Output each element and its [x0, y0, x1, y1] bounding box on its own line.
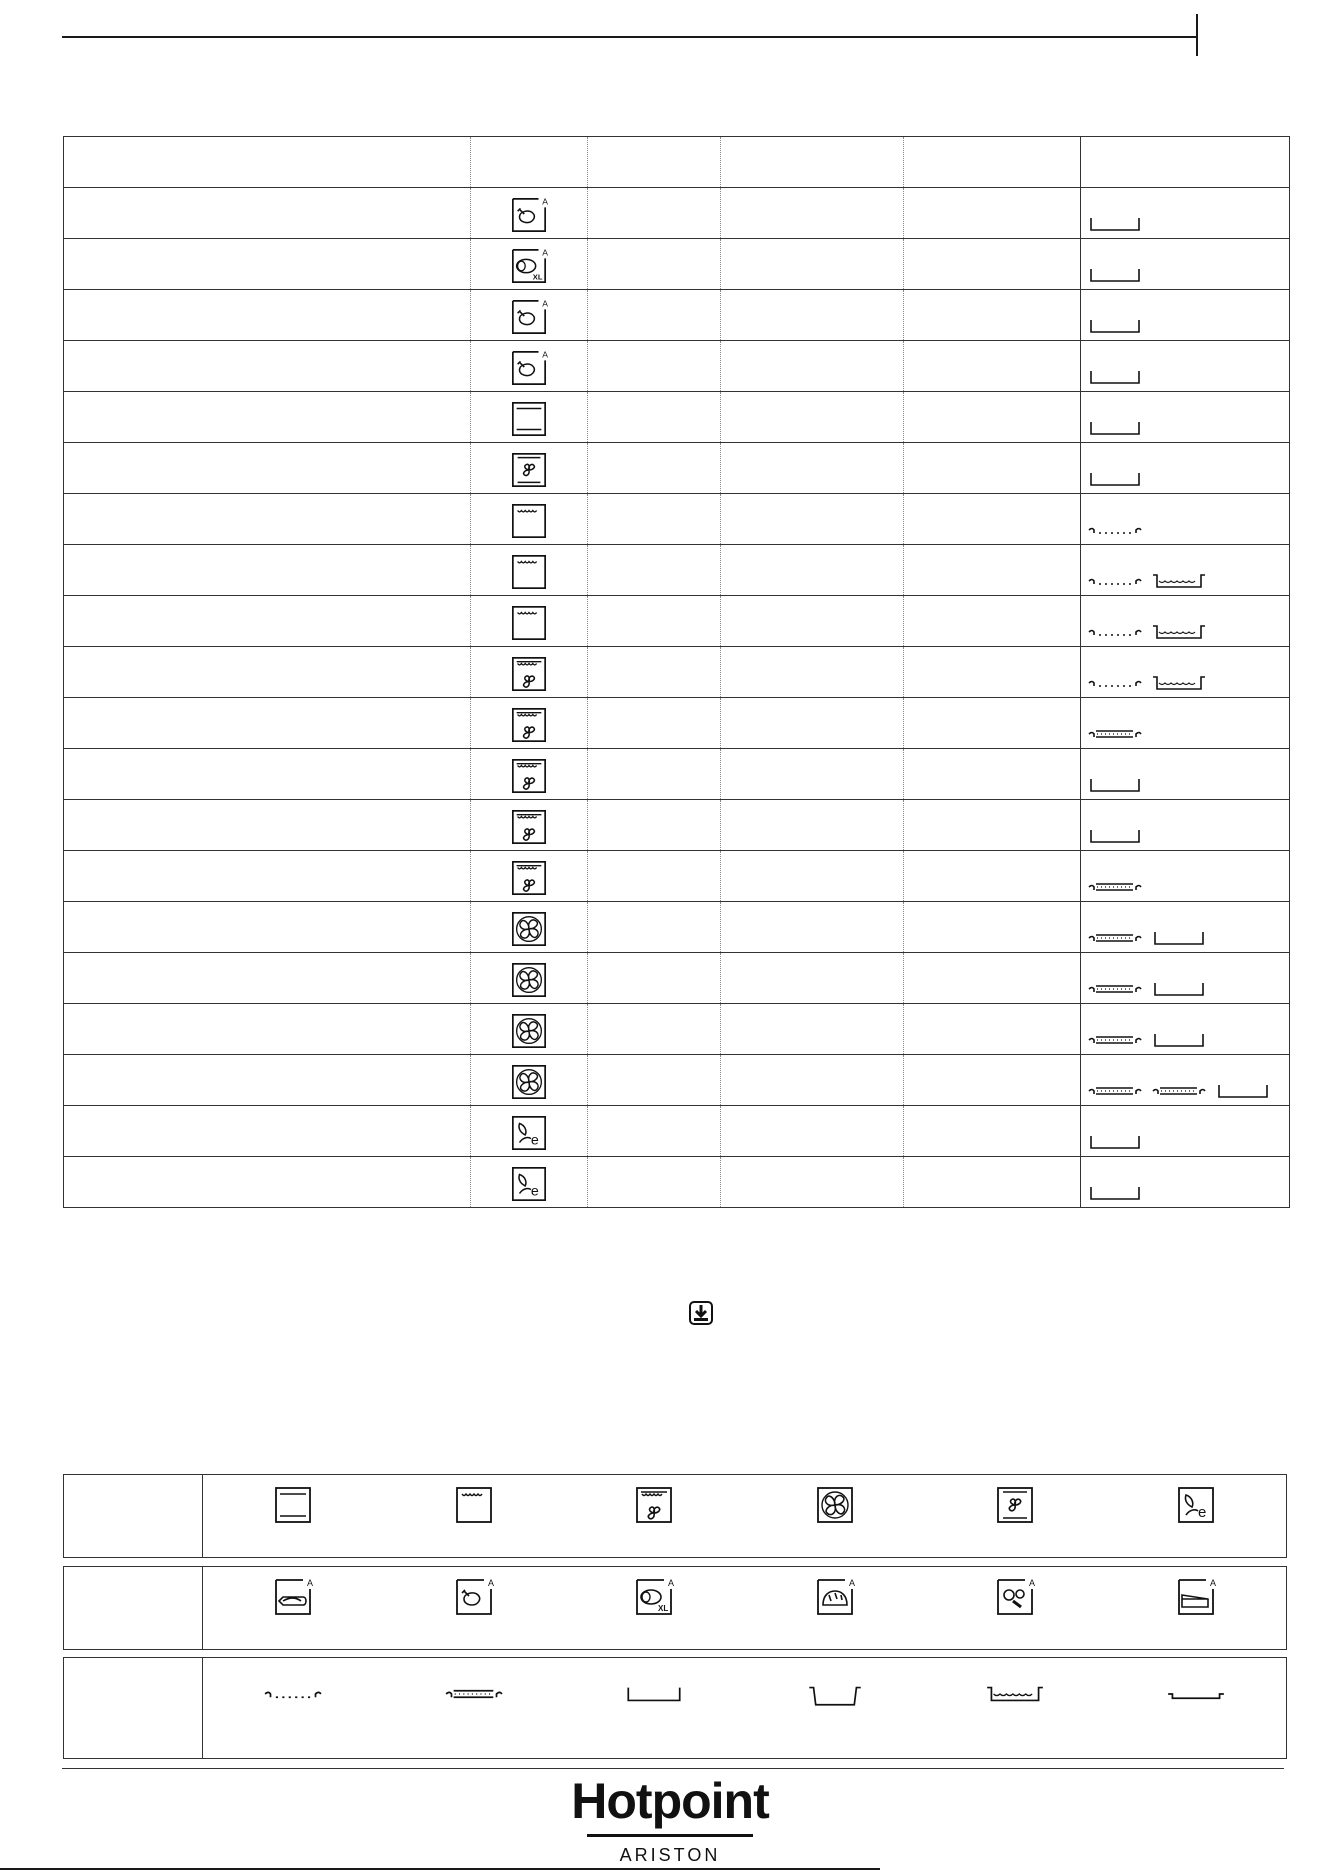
table-row: [64, 698, 1290, 749]
time-cell: [904, 953, 1081, 1004]
svg-text:A: A: [542, 247, 548, 258]
table-row: [64, 647, 1290, 698]
auto-vegetables-icon: [995, 1577, 1035, 1617]
table-row: [64, 239, 1290, 290]
temperature-cell: [721, 239, 904, 290]
time-cell: [904, 596, 1081, 647]
conventional-icon: [510, 400, 548, 438]
table-row: [64, 953, 1290, 1004]
accessory-group: [1087, 1030, 1207, 1050]
wire-shelf-icon: [1087, 214, 1143, 234]
svg-text:A: A: [307, 1578, 314, 1588]
table-row: [64, 290, 1290, 341]
rack-on-tray-icon: [1087, 724, 1143, 744]
accessories-cell: [1081, 1004, 1290, 1055]
logo-underline: [587, 1834, 753, 1837]
header-cell-function: [471, 137, 588, 188]
time-cell: [904, 1106, 1081, 1157]
rack-on-tray-icon: [1087, 1030, 1143, 1050]
legend-cell: [444, 1485, 504, 1525]
accessories-cell: [1081, 290, 1290, 341]
time-cell: [904, 1055, 1081, 1106]
accessory-group: [1087, 622, 1207, 642]
preheat-cell: [588, 1055, 721, 1106]
wire-shelf-icon: [1087, 265, 1143, 285]
accessory-group: [1087, 469, 1143, 489]
temperature-cell: [721, 902, 904, 953]
function-cell: [471, 392, 588, 443]
auto-cake-icon: [1176, 1577, 1216, 1617]
forced-air-icon: [815, 1485, 855, 1525]
grill-icon: [454, 1485, 494, 1525]
legend-cell: [985, 1485, 1045, 1525]
recipe-cell: [64, 239, 471, 290]
table-row: [64, 1004, 1290, 1055]
function-cell: [471, 647, 588, 698]
legend-cell: [805, 1682, 865, 1706]
wire-shelf-icon: [1151, 979, 1207, 999]
rack-icon: [263, 1682, 323, 1706]
legend-cell: [624, 1485, 684, 1525]
accessory-group: [1087, 214, 1143, 234]
auto-poultry-icon: [510, 196, 548, 234]
recipe-cell: [64, 851, 471, 902]
recipe-cell: [64, 749, 471, 800]
rack-icon: [1087, 520, 1143, 540]
temperature-cell: [721, 647, 904, 698]
recipe-cell: [64, 953, 471, 1004]
svg-text:A: A: [1209, 1578, 1216, 1588]
turbo-grill-icon: [510, 757, 548, 795]
accessory-group: [1087, 520, 1143, 540]
time-cell: [904, 392, 1081, 443]
accessories-cell: [1081, 800, 1290, 851]
time-cell: [904, 1157, 1081, 1208]
table-row: [64, 902, 1290, 953]
forced-air-icon: [510, 961, 548, 999]
preheat-cell: [588, 545, 721, 596]
rack-icon: [1087, 622, 1143, 642]
accessory-group: [1087, 724, 1143, 744]
table-row: [64, 1157, 1290, 1208]
temperature-cell: [721, 545, 904, 596]
wire-shelf-icon: [1087, 826, 1143, 846]
auto-poultry-icon: [510, 349, 548, 387]
function-cell: [471, 1157, 588, 1208]
rack-on-tray-icon: [444, 1682, 504, 1706]
preheat-cell: [588, 341, 721, 392]
bottom-fan-icon: [510, 451, 548, 489]
rack-on-tray-icon: [1087, 979, 1143, 999]
accessory-group: [1087, 367, 1143, 387]
auto-fish-icon: [273, 1577, 313, 1617]
preheat-cell: [588, 698, 721, 749]
function-cell: [471, 239, 588, 290]
function-cell: [471, 1004, 588, 1055]
recipe-cell: [64, 647, 471, 698]
time-cell: [904, 290, 1081, 341]
legend-cell: [985, 1682, 1045, 1706]
preheat-cell: [588, 647, 721, 698]
time-cell: [904, 188, 1081, 239]
svg-text:e: e: [530, 1132, 539, 1149]
wire-shelf-icon: [1087, 367, 1143, 387]
svg-text:A: A: [542, 349, 548, 360]
accessory-group: [1087, 928, 1207, 948]
legend-cell: [1166, 1682, 1226, 1706]
cake-tin-icon: [1166, 1682, 1226, 1706]
accessories-cell: [1081, 188, 1290, 239]
forced-air-icon: [510, 1063, 548, 1101]
svg-text:A: A: [668, 1578, 675, 1588]
legend-cell: [805, 1485, 865, 1525]
legend-auto-recipes: [63, 1566, 1287, 1650]
recipe-cell: [64, 392, 471, 443]
recipe-cell: [64, 800, 471, 851]
temperature-cell: [721, 698, 904, 749]
forced-air-icon: [510, 1012, 548, 1050]
turbo-grill-icon: [634, 1485, 674, 1525]
wire-shelf-icon: [1151, 928, 1207, 948]
accessories-cell: [1081, 1106, 1290, 1157]
rack-on-tray-icon: [1151, 1081, 1207, 1101]
function-cell: [471, 698, 588, 749]
header-rule: [62, 36, 1198, 38]
recipe-cell: [64, 545, 471, 596]
temperature-cell: [721, 1157, 904, 1208]
auto-roast-xl-icon: [510, 247, 548, 285]
time-cell: [904, 800, 1081, 851]
recipe-cell: [64, 1004, 471, 1055]
accessory-group: [1087, 673, 1207, 693]
drip-tray-icon: [985, 1682, 1045, 1706]
function-cell: [471, 1055, 588, 1106]
table-row: [64, 800, 1290, 851]
table-row: [64, 1106, 1290, 1157]
temperature-cell: [721, 290, 904, 341]
cooking-table: [63, 136, 1290, 1208]
recipe-cell: [64, 188, 471, 239]
preheat-cell: [588, 290, 721, 341]
turbo-grill-icon: [510, 655, 548, 693]
drip-tray-icon: [1151, 571, 1207, 591]
auto-roast-xl-icon: [634, 1577, 674, 1617]
legend-cell: [263, 1485, 323, 1525]
page-bottom-rule: [0, 1868, 880, 1870]
accessory-group: [1087, 418, 1143, 438]
turbo-grill-icon: [510, 808, 548, 846]
accessories-cell: [1081, 953, 1290, 1004]
svg-text:A: A: [542, 196, 548, 207]
temperature-cell: [721, 1106, 904, 1157]
recipe-cell: [64, 596, 471, 647]
bottom-fan-icon: [995, 1485, 1035, 1525]
legend-cell: [444, 1682, 504, 1706]
function-cell: [471, 188, 588, 239]
eco-forced-air-icon: [510, 1165, 548, 1203]
recipe-cell: [64, 698, 471, 749]
forced-air-icon: [510, 910, 548, 948]
function-cell: [471, 545, 588, 596]
table-row: [64, 749, 1290, 800]
temperature-cell: [721, 494, 904, 545]
time-cell: [904, 239, 1081, 290]
header-cell-accessories: [1081, 137, 1290, 188]
legend-cell: [805, 1577, 865, 1617]
time-cell: [904, 647, 1081, 698]
header-cell-preheat: [588, 137, 721, 188]
preheat-cell: [588, 851, 721, 902]
svg-text:A: A: [1029, 1578, 1036, 1588]
time-cell: [904, 341, 1081, 392]
preheat-cell: [588, 443, 721, 494]
table-row: [64, 545, 1290, 596]
table-row: [64, 851, 1290, 902]
accessories-cell: [1081, 596, 1290, 647]
rack-on-tray-icon: [1087, 928, 1143, 948]
grill-icon: [510, 502, 548, 540]
time-cell: [904, 698, 1081, 749]
function-cell: [471, 1106, 588, 1157]
function-cell: [471, 341, 588, 392]
svg-text:XL: XL: [532, 272, 543, 282]
temperature-cell: [721, 953, 904, 1004]
accessories-cell: [1081, 545, 1290, 596]
preheat-cell: [588, 902, 721, 953]
svg-text:XL: XL: [658, 1604, 669, 1613]
legend-accessories: [63, 1657, 1287, 1759]
legend-cell: [263, 1682, 323, 1706]
wire-shelf-icon: [1087, 1132, 1143, 1152]
function-cell: [471, 851, 588, 902]
turbo-grill-icon: [510, 859, 548, 897]
preheat-cell: [588, 800, 721, 851]
table-row: [64, 1055, 1290, 1106]
legend-cell: [624, 1577, 684, 1617]
temperature-cell: [721, 1004, 904, 1055]
svg-text:e: e: [530, 1183, 539, 1200]
accessories-cell: [1081, 443, 1290, 494]
temperature-cell: [721, 443, 904, 494]
temperature-cell: [721, 800, 904, 851]
legend-functions: [63, 1474, 1287, 1558]
rack-icon: [1087, 571, 1143, 591]
accessories-cell: [1081, 698, 1290, 749]
function-cell: [471, 596, 588, 647]
legend-cell: [1166, 1485, 1226, 1525]
legend-cell: [985, 1577, 1045, 1617]
accessory-group: [1087, 1081, 1271, 1101]
recipe-cell: [64, 1055, 471, 1106]
accessory-group: [1087, 877, 1143, 897]
svg-text:A: A: [487, 1578, 494, 1588]
header-cell-time: [904, 137, 1081, 188]
recipe-cell: [64, 902, 471, 953]
table-row: [64, 596, 1290, 647]
svg-text:e: e: [1197, 1504, 1207, 1521]
time-cell: [904, 749, 1081, 800]
preheat-cell: [588, 188, 721, 239]
download-icon: [688, 1300, 714, 1326]
function-cell: [471, 443, 588, 494]
function-cell: [471, 953, 588, 1004]
function-cell: [471, 749, 588, 800]
grill-icon: [510, 604, 548, 642]
wire-shelf-icon: [1215, 1081, 1271, 1101]
rack-icon: [1087, 673, 1143, 693]
recipe-cell: [64, 494, 471, 545]
accessory-group: [1087, 979, 1207, 999]
accessory-group: [1087, 826, 1143, 846]
accessories-cell: [1081, 851, 1290, 902]
auto-poultry-icon: [454, 1577, 494, 1617]
accessories-cell: [1081, 1055, 1290, 1106]
wire-shelf-icon: [1151, 1030, 1207, 1050]
preheat-cell: [588, 239, 721, 290]
drip-tray-icon: [1151, 622, 1207, 642]
baking-tray-icon: [805, 1682, 865, 1706]
header-cell-temperature: [721, 137, 904, 188]
wire-shelf-icon: [1087, 775, 1143, 795]
time-cell: [904, 902, 1081, 953]
footer-rule: [62, 1768, 1284, 1769]
auto-bread-icon: [815, 1577, 855, 1617]
recipe-cell: [64, 443, 471, 494]
legend-functions-label-cell: [64, 1475, 203, 1557]
function-cell: [471, 902, 588, 953]
preheat-cell: [588, 596, 721, 647]
accessories-cell: [1081, 341, 1290, 392]
preheat-cell: [588, 749, 721, 800]
wire-shelf-icon: [1087, 1183, 1143, 1203]
time-cell: [904, 1004, 1081, 1055]
recipe-cell: [64, 341, 471, 392]
header-tick: [1196, 14, 1198, 56]
preheat-cell: [588, 953, 721, 1004]
legend-cell: [624, 1682, 684, 1706]
preheat-cell: [588, 392, 721, 443]
accessories-cell: [1081, 902, 1290, 953]
table-row: [64, 392, 1290, 443]
rack-on-tray-icon: [1087, 877, 1143, 897]
accessory-group: [1087, 1132, 1143, 1152]
wire-shelf-icon: [1087, 469, 1143, 489]
function-cell: [471, 290, 588, 341]
table-header-row: [64, 137, 1290, 188]
accessory-group: [1087, 571, 1207, 591]
temperature-cell: [721, 392, 904, 443]
eco-forced-air-icon: [510, 1114, 548, 1152]
conventional-icon: [273, 1485, 313, 1525]
eco-forced-air-icon: [1176, 1485, 1216, 1525]
accessories-cell: [1081, 1157, 1290, 1208]
accessories-cell: [1081, 392, 1290, 443]
temperature-cell: [721, 851, 904, 902]
legend-accessories-label-cell: [64, 1658, 203, 1758]
accessory-group: [1087, 1183, 1143, 1203]
wire-shelf-icon: [624, 1682, 684, 1706]
function-cell: [471, 800, 588, 851]
preheat-cell: [588, 494, 721, 545]
legend-recipes-label-cell: [64, 1567, 203, 1649]
preheat-cell: [588, 1004, 721, 1055]
table-row: [64, 341, 1290, 392]
time-cell: [904, 545, 1081, 596]
table-row: [64, 188, 1290, 239]
time-cell: [904, 851, 1081, 902]
logo-subtext: ARISTON: [619, 1845, 721, 1865]
legend-cell: [444, 1577, 504, 1617]
legend-cell: [263, 1577, 323, 1617]
svg-text:A: A: [848, 1578, 855, 1588]
temperature-cell: [721, 749, 904, 800]
temperature-cell: [721, 188, 904, 239]
preheat-cell: [588, 1106, 721, 1157]
legend-cell: [1166, 1577, 1226, 1617]
time-cell: [904, 494, 1081, 545]
turbo-grill-icon: [510, 706, 548, 744]
table-row: [64, 443, 1290, 494]
rack-on-tray-icon: [1087, 1081, 1143, 1101]
drip-tray-icon: [1151, 673, 1207, 693]
time-cell: [904, 443, 1081, 494]
temperature-cell: [721, 341, 904, 392]
svg-text:A: A: [542, 298, 548, 309]
temperature-cell: [721, 1055, 904, 1106]
wire-shelf-icon: [1087, 316, 1143, 336]
header-cell-recipe: [64, 137, 471, 188]
accessories-cell: [1081, 749, 1290, 800]
grill-icon: [510, 553, 548, 591]
temperature-cell: [721, 596, 904, 647]
accessory-group: [1087, 775, 1143, 795]
preheat-cell: [588, 1157, 721, 1208]
accessories-cell: [1081, 647, 1290, 698]
recipe-cell: [64, 1157, 471, 1208]
brand-logo: [560, 1772, 780, 1866]
logo-wordmark: Hotpoint: [571, 1773, 769, 1829]
accessories-cell: [1081, 239, 1290, 290]
accessory-group: [1087, 316, 1143, 336]
auto-poultry-icon: [510, 298, 548, 336]
accessory-group: [1087, 265, 1143, 285]
wire-shelf-icon: [1087, 418, 1143, 438]
function-cell: [471, 494, 588, 545]
table-row: [64, 494, 1290, 545]
recipe-cell: [64, 1106, 471, 1157]
recipe-cell: [64, 290, 471, 341]
accessories-cell: [1081, 494, 1290, 545]
